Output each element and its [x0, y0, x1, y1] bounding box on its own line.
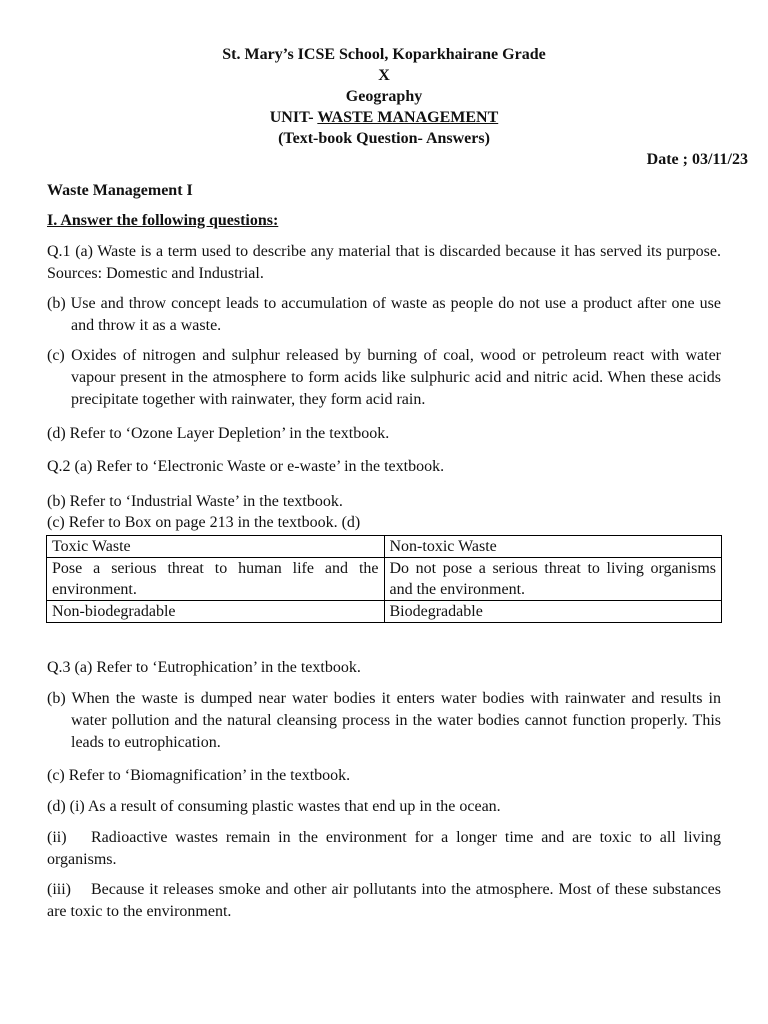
q3-iii-label: (iii) [47, 881, 71, 898]
q1-c: (c) Oxides of nitrogen and sulphur released by burning of coal, wood or petroleum react with water vapour present in the atmosphere to form acids like sulphuric acid and nitric acid. When these acids precipitate together with rainwater, they form acid rain. [47, 347, 721, 408]
q1-d: (d) Refer to ‘Ozone Layer Depletion’ in the textbook. [47, 425, 390, 442]
unit-prefix: UNIT- [269, 109, 318, 126]
q3-b: (b) When the waste is dumped near water bodies it enters water bodies with rainwater and results in water pollution and the natural cleansing process in the water bodies cannot function properly. This leads to eutrophication. [47, 690, 721, 751]
table-cell: Biodegradable [384, 601, 722, 623]
section-title: Waste Management I [47, 182, 193, 199]
subject: Geography [345, 88, 423, 105]
q1-b: (b) Use and throw concept leads to accumulation of waste as people do not use a product after one use and throw it as a waste. [47, 295, 721, 334]
q2-b: (b) Refer to ‘Industrial Waste’ in the textbook. [47, 493, 343, 510]
subtitle: (Text-book Question- Answers) [278, 130, 490, 147]
q3-d-i: (d) (i) As a result of consuming plastic wastes that end up in the ocean. [47, 798, 501, 815]
q2-a: Q.2 (a) Refer to ‘Electronic Waste or e-waste’ in the textbook. [47, 458, 445, 475]
grade: X [378, 67, 390, 84]
unit-title: WASTE MANAGEMENT [317, 109, 499, 126]
q3-iii-text: Because it releases smoke and other air pollutants into the atmosphere. Most of these substances are toxic to the environment. [47, 881, 721, 920]
table-row [47, 558, 722, 601]
q3-ii-text: Radioactive wastes remain in the environment for a longer time and are toxic to all living organisms. [47, 829, 721, 868]
q3-c: (c) Refer to ‘Biomagnification’ in the textbook. [47, 767, 351, 784]
table-cell: Non-biodegradable [47, 601, 385, 623]
table-header-cell: Non-toxic Waste [384, 536, 722, 558]
table-header-cell: Toxic Waste [47, 536, 385, 558]
q1-a: Q.1 (a) Waste is a term used to describe any material that is discarded because it has served its purpose. Sources: Domestic and Industrial. [47, 243, 721, 282]
q3-a: Q.3 (a) Refer to ‘Eutrophication’ in the textbook. [47, 659, 361, 676]
table-cell: Do not pose a serious threat to living organisms and the environment. [384, 558, 722, 601]
instruction: I. Answer the following questions: [47, 212, 279, 229]
table-row [47, 601, 722, 623]
school-name: St. Mary’s ICSE School, Koparkhairane Grade [222, 46, 546, 63]
table-cell: Pose a serious threat to human life and the environment. [47, 558, 385, 601]
unit-heading [0, 108, 768, 128]
table-header-row [47, 536, 722, 558]
q3-ii-label: (ii) [47, 829, 67, 846]
q2-c: (c) Refer to Box on page 213 in the textbook. (d) [47, 514, 361, 531]
q3-d-ii [47, 827, 721, 871]
waste-comparison-table [46, 535, 722, 623]
date: Date ; 03/11/23 [646, 151, 748, 168]
q3-d-iii [47, 879, 721, 923]
